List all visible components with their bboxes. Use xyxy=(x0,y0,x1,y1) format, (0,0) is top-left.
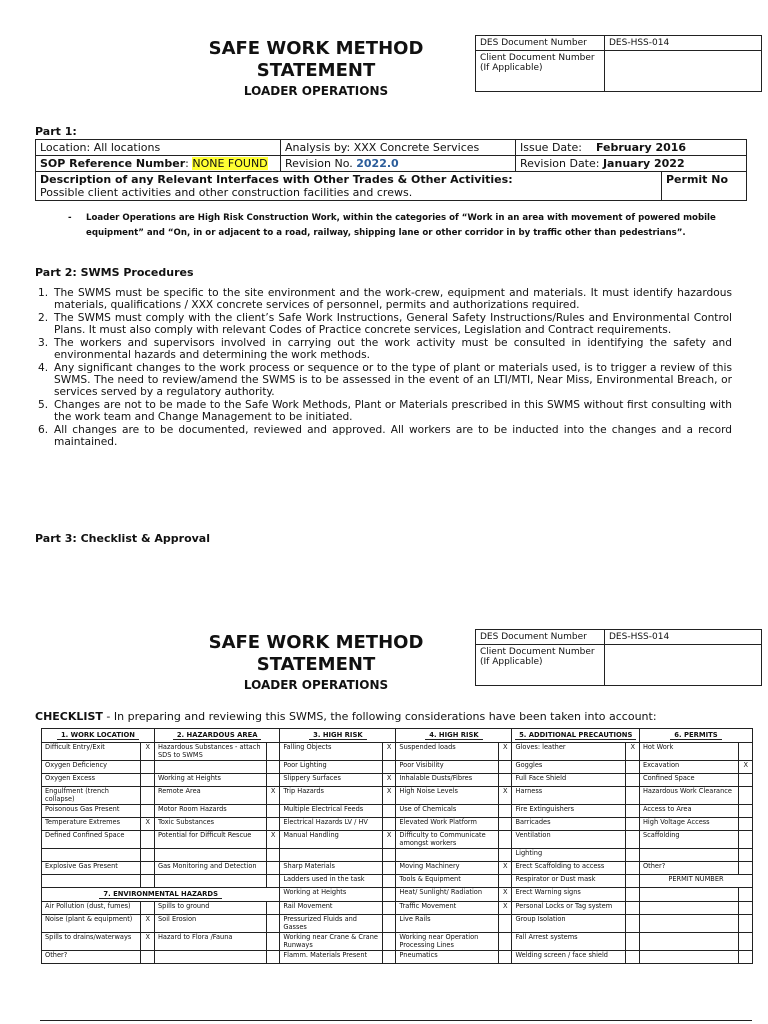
permit-number-label: PERMIT NUMBER xyxy=(639,875,752,888)
checklist-item: Excavation xyxy=(639,761,738,774)
checklist-mark[interactable] xyxy=(266,951,279,964)
checklist-item: Soil Erosion xyxy=(154,915,266,933)
checklist-item: Slippery Surfaces xyxy=(280,774,383,787)
checklist-item xyxy=(154,761,266,774)
checklist-item: Use of Chemicals xyxy=(396,805,499,818)
checklist-mark[interactable] xyxy=(499,805,512,818)
part3-heading: Part 3: Checklist & Approval xyxy=(35,532,210,545)
checklist-item: Pneumatics xyxy=(396,951,499,964)
checklist-mark[interactable]: X xyxy=(739,761,753,774)
checklist-mark[interactable]: X xyxy=(266,831,279,849)
checklist-mark[interactable] xyxy=(266,933,279,951)
checklist-mark[interactable] xyxy=(382,888,395,902)
checklist-item: Potential for Difficult Rescue xyxy=(154,831,266,849)
checklist-item: Spills to drains/waterways xyxy=(42,933,141,951)
checklist-header-2: 2. HAZARDOUS AREA xyxy=(154,729,279,743)
checklist-item: Full Face Shield xyxy=(512,774,626,787)
checklist-item: Other? xyxy=(42,951,141,964)
checklist-item: Traffic Movement xyxy=(396,902,499,915)
checklist-mark[interactable] xyxy=(626,951,639,964)
checklist-mark[interactable] xyxy=(739,902,753,915)
checklist-item: Welding screen / face shield xyxy=(512,951,626,964)
revision-cell: Revision No. 2022.0 xyxy=(281,156,516,172)
checklist-mark[interactable] xyxy=(266,818,279,831)
checklist-mark[interactable]: X xyxy=(141,933,154,951)
checklist-item: Moving Machinery xyxy=(396,862,499,875)
checklist-item xyxy=(639,902,738,915)
checklist-mark[interactable] xyxy=(739,933,753,951)
checklist-mark[interactable] xyxy=(382,915,395,933)
checklist-item: Working at Heights xyxy=(280,888,383,902)
checklist-mark[interactable] xyxy=(499,951,512,964)
checklist-mark[interactable] xyxy=(626,933,639,951)
procedure-text: The SWMS must be specific to the site environment and the work-crew, equipment and materials. It must identify hazardous materials, qualifications / XXX concrete services of personnel, permits and authorizations required. xyxy=(54,287,732,311)
checklist-mark[interactable] xyxy=(141,774,154,787)
checklist-mark[interactable] xyxy=(141,902,154,915)
checklist-mark[interactable] xyxy=(382,849,395,862)
checklist-item: Harness xyxy=(512,787,626,805)
procedure-item xyxy=(38,362,732,398)
checklist-mark[interactable]: X xyxy=(499,902,512,915)
procedure-item xyxy=(38,312,732,336)
checklist-item: Lighting xyxy=(512,849,626,862)
checklist-item: Air Pollution (dust, fumes) xyxy=(42,902,141,915)
procedure-item xyxy=(38,399,732,423)
checklist-row xyxy=(42,875,753,888)
checklist-mark[interactable] xyxy=(739,888,753,902)
checklist-item: Electrical Hazards LV / HV xyxy=(280,818,383,831)
checklist-row xyxy=(42,849,753,862)
checklist-item: Trip Hazards xyxy=(280,787,383,805)
checklist-mark[interactable] xyxy=(499,933,512,951)
procedure-number: 4. xyxy=(38,362,49,374)
document-title: SAFE WORK METHOD STATEMENT xyxy=(208,38,424,81)
checklist-header-6: 6. PERMITS xyxy=(639,729,752,743)
checklist-item: Sharp Materials xyxy=(280,862,383,875)
checklist-item: Hazard to Flora /Fauna xyxy=(154,933,266,951)
checklist-item: Other? xyxy=(639,862,738,875)
checklist-mark[interactable] xyxy=(739,951,753,964)
checklist-item: Noise (plant & equipment) xyxy=(42,915,141,933)
checklist-mark[interactable] xyxy=(739,805,753,818)
checklist-mark[interactable] xyxy=(141,787,154,805)
checklist-item: Access to Area xyxy=(639,805,738,818)
checklist-mark[interactable] xyxy=(266,849,279,862)
checklist-mark[interactable] xyxy=(266,743,279,761)
checklist-item: Poor Lighting xyxy=(280,761,383,774)
checklist-mark[interactable] xyxy=(141,951,154,964)
checklist-mark[interactable] xyxy=(626,902,639,915)
procedure-number: 2. xyxy=(38,312,49,324)
doc-number-label: DES Document Number xyxy=(476,630,605,645)
procedure-text: The SWMS must comply with the client’s Safe Work Instructions, General Safety Instructions/Rules and Environmental Control Plans. It must also comply with relevant Codes of Practice concrete services, Legislation and Contract requirements. xyxy=(54,312,732,336)
checklist-mark[interactable] xyxy=(382,902,395,915)
doc-number-value: DES-HSS-014 xyxy=(605,36,762,51)
checklist-item: Fall Arrest systems xyxy=(512,933,626,951)
procedure-item xyxy=(38,424,732,448)
procedure-number: 3. xyxy=(38,337,49,349)
checklist-item: Poisonous Gas Present xyxy=(42,805,141,818)
checklist-mark[interactable] xyxy=(141,849,154,862)
checklist-item: Rail Movement xyxy=(280,902,383,915)
checklist-mark[interactable] xyxy=(739,915,753,933)
checklist-mark[interactable] xyxy=(266,902,279,915)
issue-date-cell: Issue Date: February 2016 xyxy=(516,140,747,156)
checklist-item: Respirator or Dust mask xyxy=(512,875,626,888)
checklist-item: Ladders used in the task xyxy=(280,875,383,888)
checklist-mark[interactable]: X xyxy=(499,888,512,902)
checklist-item xyxy=(639,915,738,933)
checklist-row xyxy=(42,805,753,818)
checklist-item xyxy=(639,933,738,951)
checklist-mark[interactable] xyxy=(626,888,639,902)
revision-date-cell: Revision Date: January 2022 xyxy=(516,156,747,172)
checklist-mark[interactable] xyxy=(499,849,512,862)
checklist-item xyxy=(280,849,383,862)
environmental-hazards-header: 7. ENVIRONMENTAL HAZARDS xyxy=(42,888,280,902)
procedure-number: 5. xyxy=(38,399,49,411)
checklist-mark[interactable] xyxy=(739,831,753,849)
checklist-mark[interactable] xyxy=(499,831,512,849)
checklist-mark[interactable] xyxy=(626,862,639,875)
checklist-mark[interactable] xyxy=(382,761,395,774)
checklist-mark[interactable] xyxy=(626,831,639,849)
checklist-row xyxy=(42,818,753,831)
document-number-table-2 xyxy=(475,629,762,686)
document-subtitle: LOADER OPERATIONS xyxy=(243,84,389,98)
checklist-item: High Noise Levels xyxy=(396,787,499,805)
checklist-mark[interactable] xyxy=(739,849,753,862)
checklist-item: Remote Area xyxy=(154,787,266,805)
checklist-mark[interactable]: X xyxy=(141,743,154,761)
checklist-item: Group Isolation xyxy=(512,915,626,933)
client-doc-label: Client Document Number (If Applicable) xyxy=(476,645,605,686)
checklist-item: Erect Warning signs xyxy=(512,888,626,902)
checklist-row xyxy=(42,888,753,902)
checklist-item: Temperature Extremes xyxy=(42,818,141,831)
checklist-item: Inhalable Dusts/Fibres xyxy=(396,774,499,787)
checklist-item: Difficulty to Communicate amongst workers xyxy=(396,831,499,849)
checklist-item xyxy=(396,849,499,862)
checklist-mark[interactable] xyxy=(382,862,395,875)
checklist-item: Gas Monitoring and Detection xyxy=(154,862,266,875)
checklist-header-4: 4. HIGH RISK xyxy=(396,729,512,743)
checklist-mark[interactable]: X xyxy=(382,743,395,761)
checklist-intro: CHECKLIST - In preparing and reviewing this SWMS, the following considerations have been taken into account: xyxy=(35,710,657,723)
checklist-item: Defined Confined Space xyxy=(42,831,141,849)
checklist-item: Explosive Gas Present xyxy=(42,862,141,875)
checklist-item: Erect Scaffolding to access xyxy=(512,862,626,875)
checklist-mark[interactable] xyxy=(141,875,154,888)
high-risk-note: - Loader Operations are High Risk Construction Work, within the categories of “Work in an area with movement of powered mobile equipment” and “On, in or adjacent to a road, railway, shipping lane or other corridor in by traffic other than pedestrians”. xyxy=(68,213,716,238)
checklist-item xyxy=(42,875,141,888)
interfaces-cell: Description of any Relevant Interfaces with Other Trades & Other Activities: Possible client activities and other construction facilities and crews. xyxy=(36,172,662,201)
procedure-text: Changes are not to be made to the Safe Work Methods, Plant or Materials prescribed in this SWMS without first consulting with the work team and Change Management to be initiated. xyxy=(54,399,732,423)
checklist-mark[interactable] xyxy=(739,774,753,787)
checklist-mark[interactable] xyxy=(739,862,753,875)
procedure-number: 6. xyxy=(38,424,49,436)
checklist-item: Heat/ Sunlight/ Radiation xyxy=(396,888,499,902)
checklist-item xyxy=(639,951,738,964)
checklist-item: Gloves: leather xyxy=(512,743,626,761)
checklist-item: Ventilation xyxy=(512,831,626,849)
checklist-mark[interactable] xyxy=(141,862,154,875)
checklist-item: Toxic Substances xyxy=(154,818,266,831)
checklist-item: Oxygen Deficiency xyxy=(42,761,141,774)
doc-number-value: DES-HSS-014 xyxy=(605,630,762,645)
procedure-item xyxy=(38,337,732,361)
procedures-list xyxy=(38,287,732,449)
checklist-mark[interactable] xyxy=(382,951,395,964)
checklist-mark[interactable] xyxy=(499,915,512,933)
checklist-item: Manual Handling xyxy=(280,831,383,849)
checklist-item: Working near Crane & Crane Runways xyxy=(280,933,383,951)
checklist-mark[interactable] xyxy=(266,875,279,888)
checklist-row xyxy=(42,761,753,774)
checklist-item: Suspended loads xyxy=(396,743,499,761)
checklist-item xyxy=(639,849,738,862)
checklist-item: Scaffolding xyxy=(639,831,738,849)
checklist-row xyxy=(42,915,753,933)
checklist-mark[interactable] xyxy=(626,849,639,862)
checklist-table xyxy=(41,728,753,964)
client-doc-value xyxy=(605,645,762,686)
document-number-table xyxy=(475,35,762,92)
client-doc-label: Client Document Number (If Applicable) xyxy=(476,51,605,92)
checklist-mark[interactable]: X xyxy=(382,787,395,805)
checklist-item: Working at Heights xyxy=(154,774,266,787)
checklist-item: Motor Room Hazards xyxy=(154,805,266,818)
checklist-mark[interactable]: X xyxy=(499,862,512,875)
checklist-item xyxy=(42,849,141,862)
procedure-number: 1. xyxy=(38,287,49,299)
checklist-row xyxy=(42,862,753,875)
procedure-text: All changes are to be documented, reviewed and approved. All workers are to be inducted into the changes and a record maintained. xyxy=(54,424,732,448)
checklist-item xyxy=(639,888,738,902)
checklist-mark[interactable] xyxy=(499,761,512,774)
checklist-mark[interactable] xyxy=(626,761,639,774)
part2-heading: Part 2: SWMS Procedures xyxy=(35,266,194,279)
checklist-mark[interactable] xyxy=(499,774,512,787)
doc-number-label: DES Document Number xyxy=(476,36,605,51)
checklist-mark[interactable]: X xyxy=(266,787,279,805)
checklist-mark[interactable] xyxy=(382,818,395,831)
checklist-item: Hazardous Substances - attach SDS to SWMS xyxy=(154,743,266,761)
bottom-table-edge xyxy=(40,1020,752,1021)
checklist-item: Spills to ground xyxy=(154,902,266,915)
checklist-header-5: 5. ADDITIONAL PRECAUTIONS xyxy=(512,729,639,743)
checklist-item: Falling Objects xyxy=(280,743,383,761)
sop-cell: SOP Reference Number: NONE FOUND xyxy=(36,156,281,172)
checklist-mark[interactable] xyxy=(739,787,753,805)
checklist-item: High Voltage Access xyxy=(639,818,738,831)
checklist-mark[interactable] xyxy=(499,875,512,888)
permit-no-cell: Permit No xyxy=(662,172,747,201)
part1-heading: Part 1: xyxy=(35,125,77,138)
checklist-item: Hot Work xyxy=(639,743,738,761)
checklist-mark[interactable] xyxy=(141,761,154,774)
checklist-mark[interactable]: X xyxy=(499,743,512,761)
analysis-cell: Analysis by: XXX Concrete Services xyxy=(281,140,516,156)
checklist-item: Goggles xyxy=(512,761,626,774)
checklist-row xyxy=(42,951,753,964)
checklist-item xyxy=(154,951,266,964)
checklist-mark[interactable] xyxy=(499,818,512,831)
checklist-item xyxy=(154,849,266,862)
checklist-header-1: 1. WORK LOCATION xyxy=(42,729,155,743)
checklist-row xyxy=(42,743,753,761)
checklist-mark[interactable] xyxy=(382,933,395,951)
sop-value: NONE FOUND xyxy=(192,157,268,170)
procedure-text: The workers and supervisors involved in carrying out the work activity must be consulted in identifying the safety and environmental hazards and determining the work methods. xyxy=(54,337,732,361)
checklist-item: Poor Visibility xyxy=(396,761,499,774)
checklist-item: Elevated Work Platform xyxy=(396,818,499,831)
checklist-item: Engulfment (trench collapse) xyxy=(42,787,141,805)
checklist-mark[interactable] xyxy=(141,831,154,849)
checklist-item: Multiple Electrical Feeds xyxy=(280,805,383,818)
checklist-mark[interactable] xyxy=(626,875,639,888)
checklist-item: Working near Operation Processing Lines xyxy=(396,933,499,951)
checklist-item: Flamm. Materials Present xyxy=(280,951,383,964)
client-doc-value xyxy=(605,51,762,92)
checklist-item: Barricades xyxy=(512,818,626,831)
checklist-row xyxy=(42,787,753,805)
procedure-text: Any significant changes to the work process or sequence or to the type of plant or materials used, is to trigger a review of this SWMS. The need to review/amend the SWMS is to be assessed in the event of an LTI/MTI, Near Miss, Environmental Breach, or services served by a regulatory authority. xyxy=(54,362,732,398)
checklist-mark[interactable] xyxy=(266,805,279,818)
checklist-item: Tools & Equipment xyxy=(396,875,499,888)
checklist-header-3: 3. HIGH RISK xyxy=(280,729,396,743)
checklist-row xyxy=(42,774,753,787)
checklist-item: Confined Space xyxy=(639,774,738,787)
checklist-item: Pressurized Fluids and Gasses xyxy=(280,915,383,933)
checklist-row xyxy=(42,933,753,951)
checklist-item: Personal Locks or Tag system xyxy=(512,902,626,915)
checklist-mark[interactable] xyxy=(382,805,395,818)
procedure-item xyxy=(38,287,732,311)
checklist-item xyxy=(154,875,266,888)
checklist-mark[interactable] xyxy=(266,774,279,787)
checklist-item: Difficult Entry/Exit xyxy=(42,743,141,761)
location-cell: Location: All locations xyxy=(36,140,281,156)
checklist-mark[interactable]: X xyxy=(382,774,395,787)
checklist-mark[interactable] xyxy=(266,761,279,774)
checklist-mark[interactable]: X xyxy=(499,787,512,805)
checklist-mark[interactable] xyxy=(266,862,279,875)
checklist-mark[interactable] xyxy=(626,774,639,787)
checklist-item: Live Rails xyxy=(396,915,499,933)
checklist-mark[interactable] xyxy=(626,915,639,933)
checklist-mark[interactable] xyxy=(626,818,639,831)
document-subtitle-2: LOADER OPERATIONS xyxy=(243,678,389,692)
checklist-item: Oxygen Excess xyxy=(42,774,141,787)
checklist-mark[interactable] xyxy=(382,875,395,888)
checklist-mark[interactable] xyxy=(739,743,753,761)
checklist-mark[interactable]: X xyxy=(382,831,395,849)
checklist-mark[interactable]: X xyxy=(141,915,154,933)
checklist-mark[interactable] xyxy=(626,787,639,805)
checklist-row xyxy=(42,902,753,915)
checklist-mark[interactable] xyxy=(739,818,753,831)
checklist-mark[interactable] xyxy=(141,805,154,818)
checklist-mark[interactable]: X xyxy=(626,743,639,761)
checklist-item: Hazardous Work Clearance xyxy=(639,787,738,805)
checklist-mark[interactable] xyxy=(626,805,639,818)
checklist-row xyxy=(42,831,753,849)
checklist-item: Fire Extinguishers xyxy=(512,805,626,818)
checklist-mark[interactable] xyxy=(266,915,279,933)
document-title-2: SAFE WORK METHOD STATEMENT xyxy=(208,632,424,675)
checklist-mark[interactable]: X xyxy=(141,818,154,831)
part1-table xyxy=(35,139,747,201)
